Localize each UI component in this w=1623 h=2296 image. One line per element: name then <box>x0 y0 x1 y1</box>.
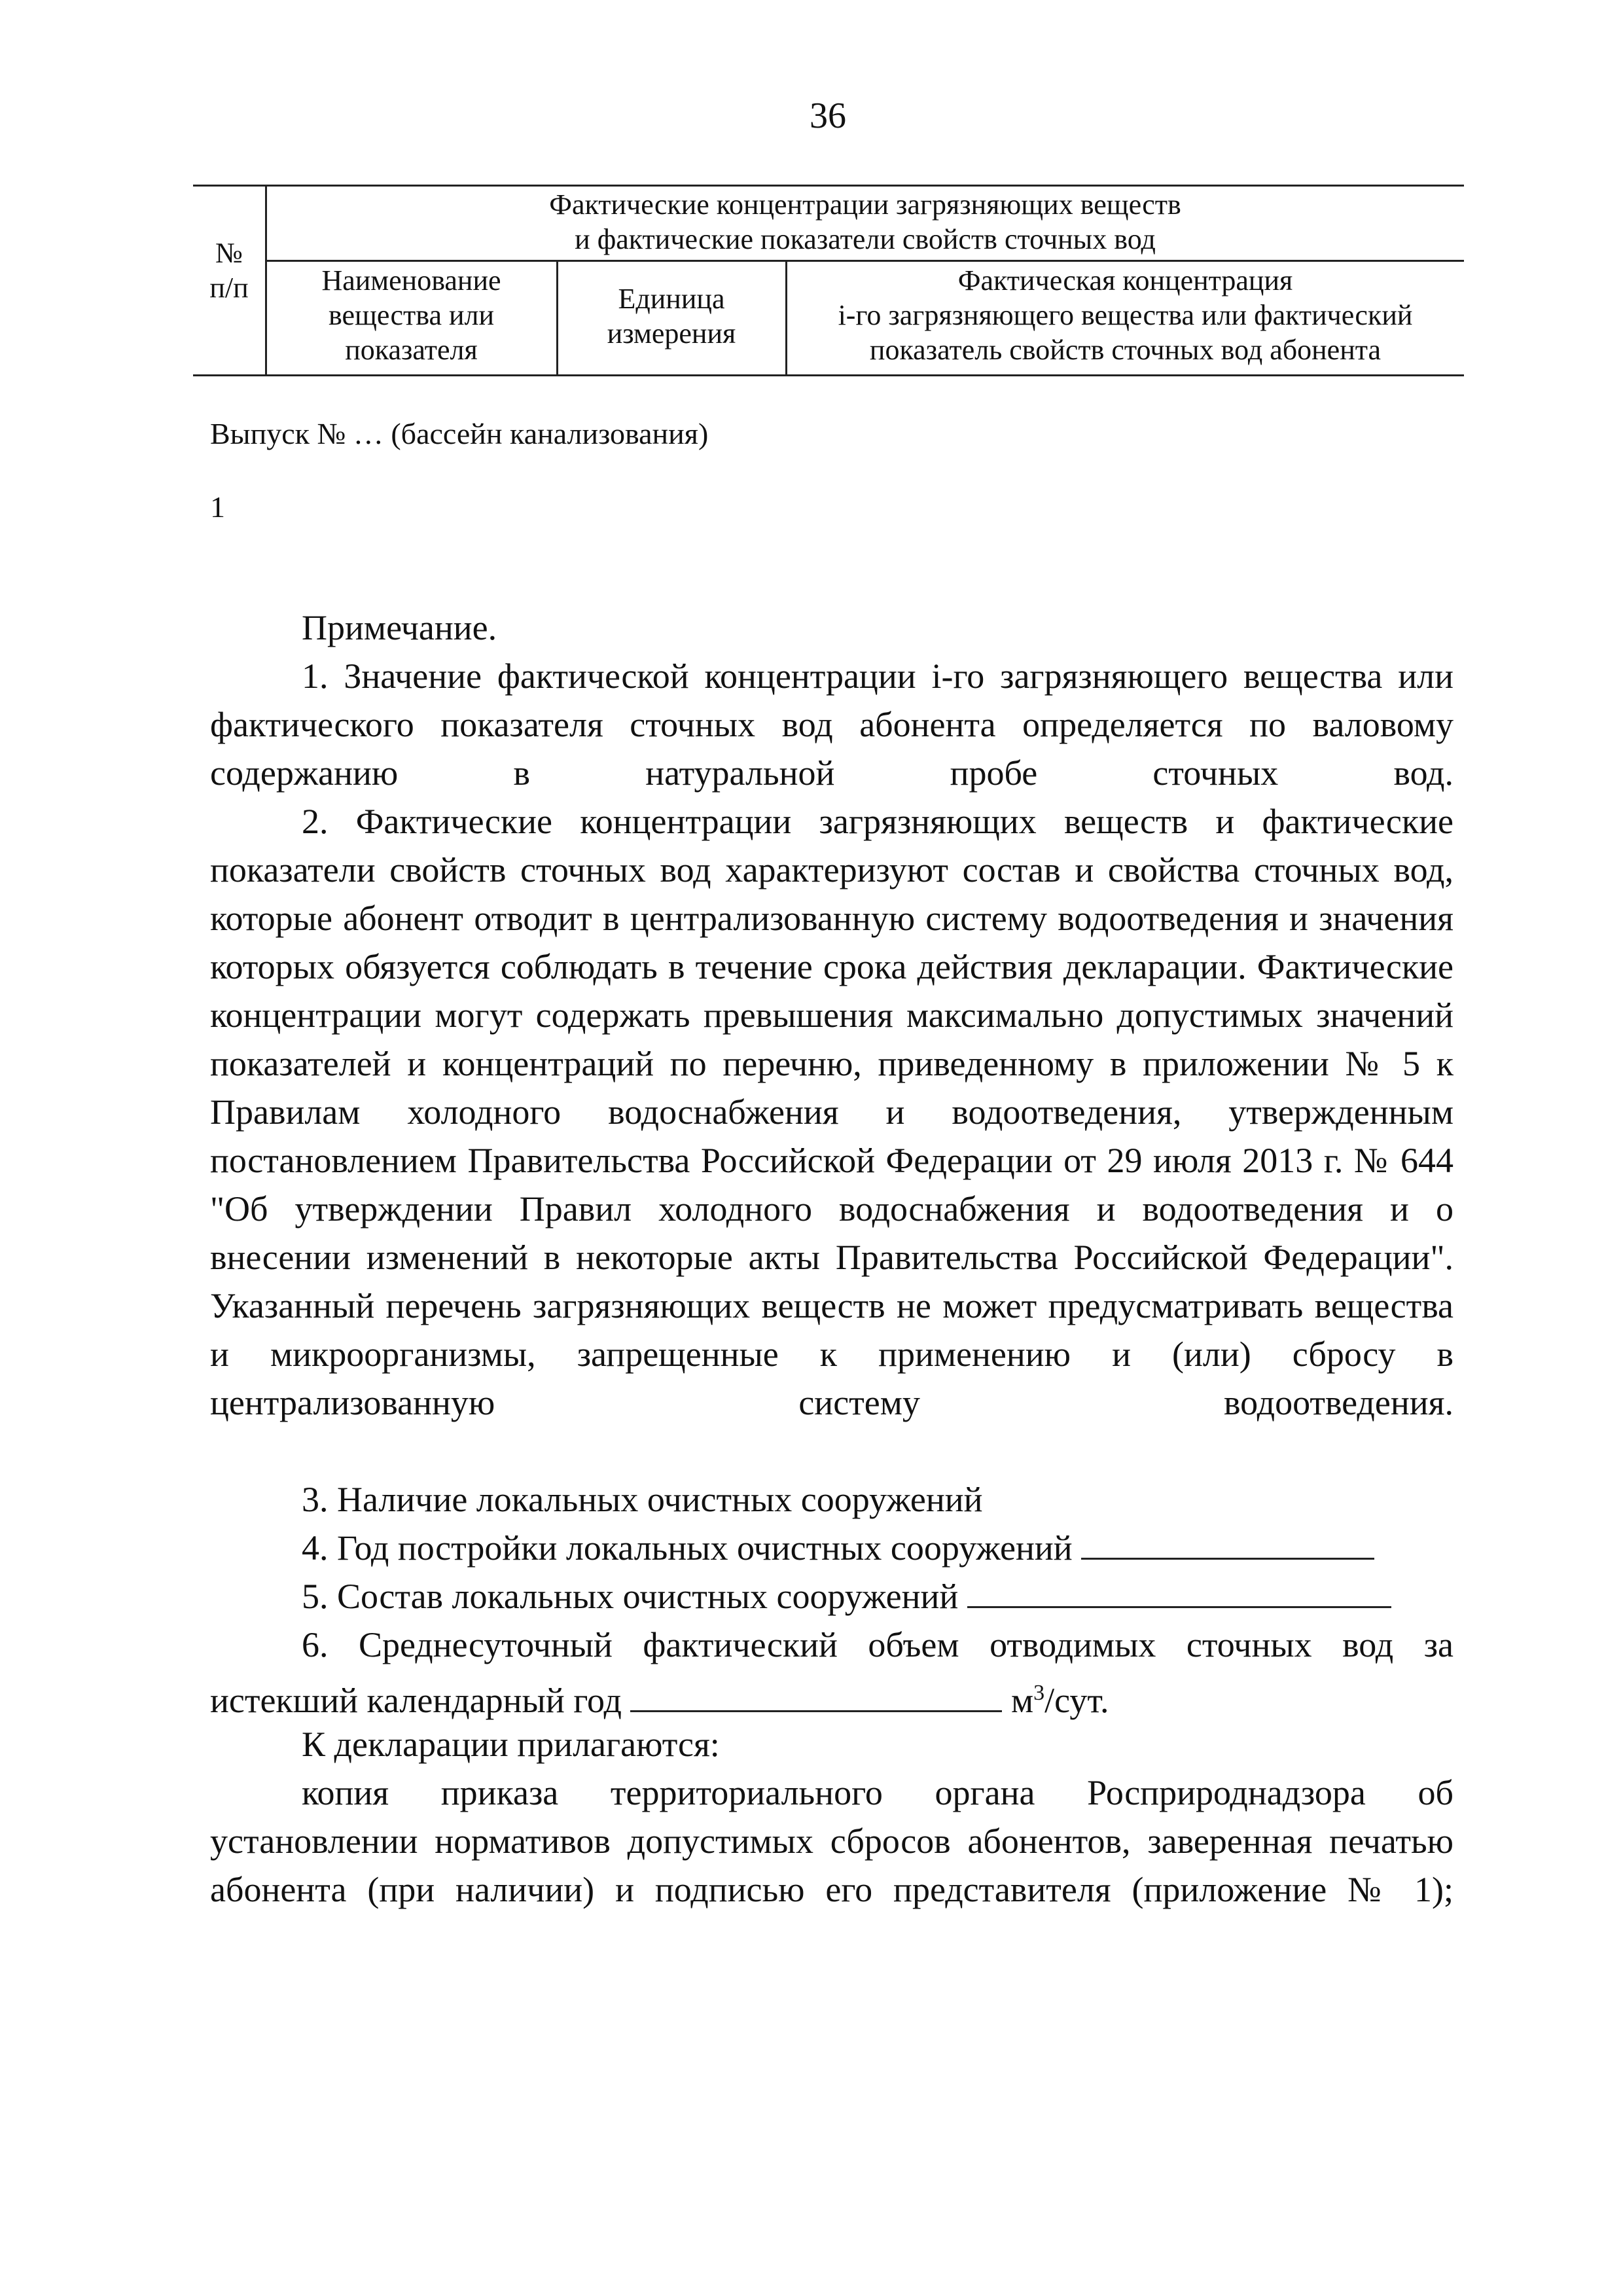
note-2: 2. Фактические концентрации загрязняющих веществ и фактические показатели свойств сточных вод характеризуют состав и свойства сточных вод, которые абонент отводит в централизованную систему водоотведения и значения которых обязуется соблюдать в течение срока действия декларации. Фактические концентрации могут содержать превышения максимально допустимых значений показателей и концентраций по перечню, приведенному в приложении № 5 к Правилам холодного водоснабжения и водоотведения, утвержденным постановлением Правительства Российской Федерации от 29 июля 2013 г. № 644 "Об утверждении Правил холодного водоснабжения и водоотведения и о внесении изменений в некоторые акты Правительства Российской Федерации". Указанный перечень загрязняющих веществ не может предусматривать вещества и микроорганизмы, запрещенные к применению и (или) сбросу в централизованную систему водоотведения. <box>210 802 1454 1422</box>
item-4-row <box>302 1524 1454 1572</box>
header-table <box>193 185 1464 377</box>
header-group-title-2: и фактические показатели свойств сточных вод <box>575 223 1156 255</box>
item-6-unit: $м^3$/сут. <box>1010 1681 1109 1720</box>
header-col-number: № п/п <box>209 237 249 304</box>
item-3: 3. Наличие локальных очистных сооружений <box>302 1480 983 1519</box>
item-6-blank <box>630 1676 1002 1712</box>
attachments-title: К декларации прилагаются: <box>302 1725 720 1764</box>
item-4-blank <box>1081 1524 1374 1560</box>
attachment-1: копия приказа территориального органа Росприроднадзора об установлении нормативов допустимых сбросов абонентов, заверенная печатью абонента (при наличии) и подписью его представителя (приложение № 1); <box>210 1773 1454 1909</box>
header-group-title-1: Фактические концентрации загрязняющих веществ <box>549 188 1181 221</box>
header-col-name: Наименование вещества или показателя <box>321 264 501 366</box>
table-top-rule <box>193 185 1464 187</box>
note-1: 1. Значение фактической концентрации i-го загрязняющего вещества или фактического показателя сточных вод абонента определяется по валовому содержанию в натуральной пробе сточных вод. <box>210 656 1454 793</box>
row-number: 1 <box>210 490 225 524</box>
item-6-line1: 6. Среднесуточный фактический объем отводимых сточных вод за <box>302 1625 1454 1664</box>
item-6-prefix: истекший календарный год <box>210 1681 622 1720</box>
page-number: 36 <box>810 96 846 136</box>
header-col-concentration: Фактическая концентрация i-го загрязняющего вещества или фактический показатель свойств сточных вод абонента <box>838 264 1413 366</box>
note-title: Примечание. <box>302 608 497 647</box>
item-5-row <box>302 1572 1454 1621</box>
item-6-line2 <box>210 1669 1454 1725</box>
item-5: 5. Состав локальных очистных сооружений <box>302 1577 959 1616</box>
item-5-blank <box>967 1572 1391 1608</box>
table-mid-rule <box>266 260 1464 262</box>
table-bottom-rule <box>193 374 1464 376</box>
release-label: Выпуск № … (бассейн канализования) <box>210 417 709 450</box>
item-4: 4. Год постройки локальных очистных сооружений <box>302 1528 1073 1568</box>
header-col-unit: Единица измерения <box>607 283 736 350</box>
